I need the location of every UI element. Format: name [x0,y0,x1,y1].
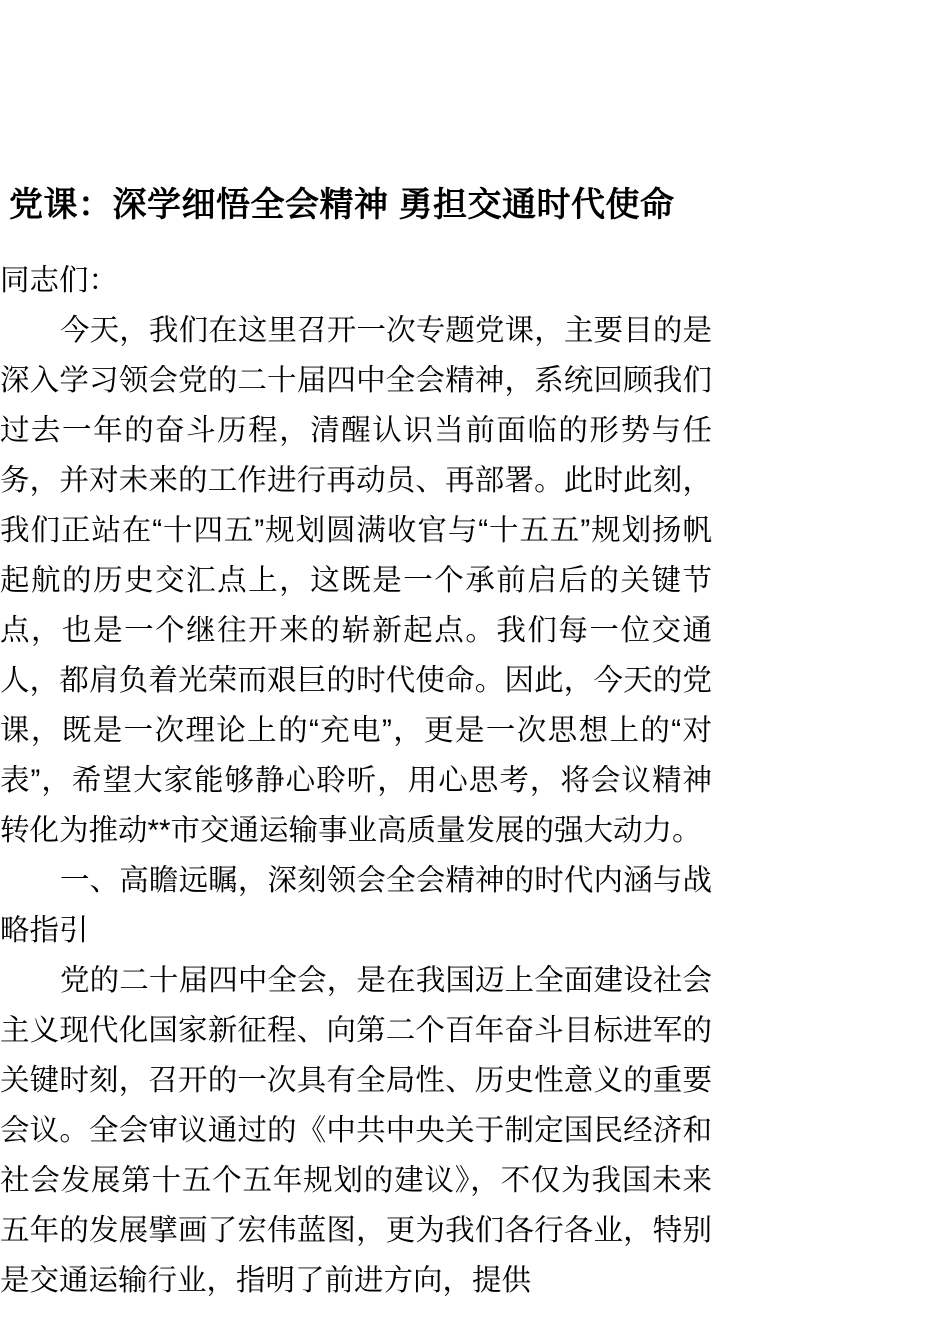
document-body [0,256,712,1306]
salutation: 同志们： [0,264,119,297]
document-title: 党课：深学细悟全会精神 勇担交通时代使命 [9,186,675,224]
paragraph-section-one-body: 党的二十届四中全会，是在我国迈上全面建设社会主义现代化国家新征程、向第二个百年奋斗目标进军的关键时刻，召开的一次具有全局性、历史性意义的重要会议。全会审议通过的《中共中央关于制定国民经济和社会发展第十五个五年规划的建议》，不仅为我国未来五年的发展擘画了宏伟蓝图，更为我们各行各业，特别是交通运输行业，指明了前进方向，提供 [0,964,712,1297]
paragraph-intro: 今天，我们在这里召开一次专题党课，主要目的是深入学习领会党的二十届四中全会精神，系统回顾我们过去一年的奋斗历程，清醒认识当前面临的形势与任务，并对未来的工作进行再动员、再部署。此时此刻，我们正站在“十四五”规划圆满收官与“十五五”规划扬帆起航的历史交汇点上，这既是一个承前启后的关键节点，也是一个继往开来的崭新起点。我们每一位交通人，都肩负着光荣而艰巨的时代使命。因此，今天的党课，既是一次理论上的“充电”，更是一次思想上的“对表”，希望大家能够静心聆听，用心思考，将会议精神转化为推动**市交通运输事业高质量发展的强大动力。 [0,314,712,847]
section-heading-one: 一、高瞻远瞩，深刻领会全会精神的时代内涵与战略指引 [0,864,712,947]
